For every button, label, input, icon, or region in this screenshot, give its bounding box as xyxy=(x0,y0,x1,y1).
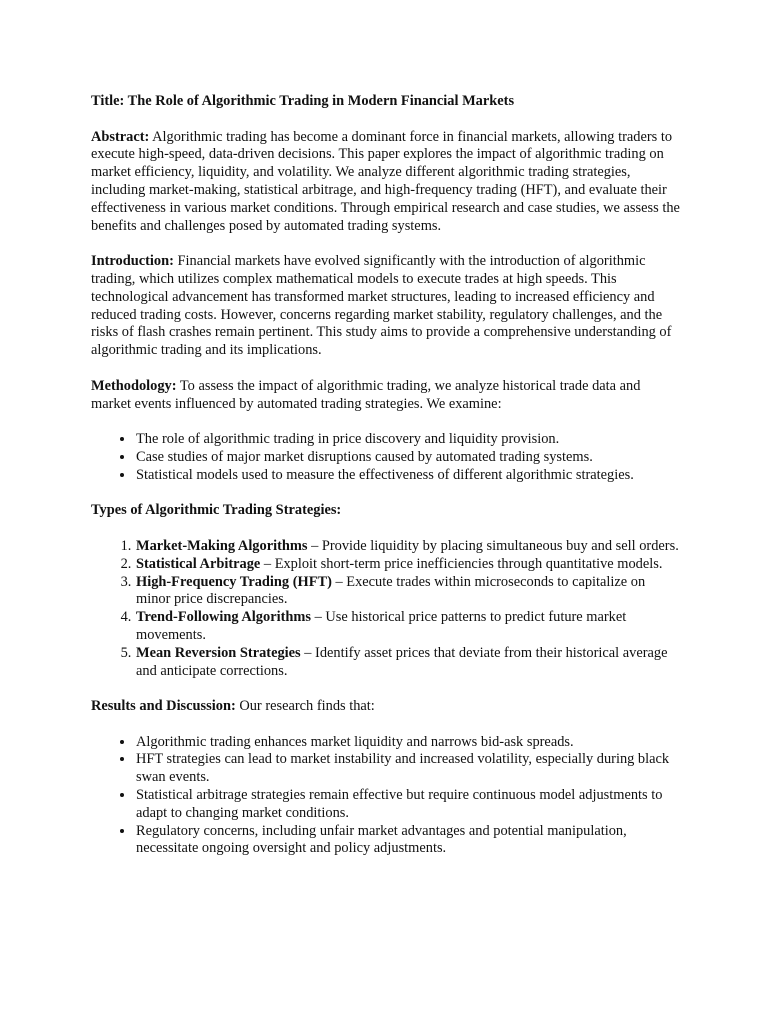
list-item: • HFT strategies can lead to market instability and increased volatility, especially during black swan events. xyxy=(135,751,681,787)
strategy-name: Trend-Following Algorithms xyxy=(136,609,311,626)
abstract-paragraph xyxy=(91,129,681,236)
abstract-label: Abstract: xyxy=(91,128,150,145)
list-item: • Algorithmic trading enhances market liquidity and narrows bid-ask spreads. xyxy=(135,734,681,752)
results-paragraph xyxy=(91,698,681,716)
strategy-name: Mean Reversion Strategies xyxy=(136,644,301,661)
strategies-list xyxy=(91,538,681,680)
list-item xyxy=(135,538,681,556)
list-item xyxy=(135,609,681,645)
strategy-desc: – Provide liquidity by placing simultaneous buy and sell orders. xyxy=(307,537,679,554)
introduction-label: Introduction: xyxy=(91,253,174,270)
strategy-name: Statistical Arbitrage xyxy=(136,555,261,572)
methodology-text: To assess the impact of algorithmic trading, we analyze historical trade data and market events influenced by automated trading strategies. We examine: xyxy=(91,377,641,412)
abstract-text: Algorithmic trading has become a dominant force in financial markets, allowing traders to execute high-speed, data-driven decisions. This paper explores the impact of algorithmic trading on market efficiency, liquidity, and volatility. We analyze different algorithmic trading strategies, including market-making, statistical arbitrage, and high-frequency trading (HFT), and evaluate their effectiveness in various market conditions. Through empirical research and case studies, we assess the benefits and challenges posed by automated trading systems. xyxy=(91,128,680,234)
introduction-paragraph xyxy=(91,253,681,360)
strategies-heading: Types of Algorithmic Trading Strategies: xyxy=(91,502,342,519)
list-item: • Regulatory concerns, including unfair market advantages and potential manipulation, necessitate ongoing oversight and policy adjustments. xyxy=(135,823,681,859)
methodology-list xyxy=(91,431,681,484)
list-item xyxy=(135,574,681,610)
methodology-label: Methodology: xyxy=(91,377,177,394)
strategy-desc: – Identify asset prices that deviate from their historical average and anticipate corrections. xyxy=(136,644,668,679)
methodology-paragraph xyxy=(91,378,681,414)
strategy-name: High-Frequency Trading (HFT) xyxy=(136,573,332,590)
introduction-text: Financial markets have evolved significantly with the introduction of algorithmic trading, which utilizes complex mathematical models to execute trades at high speeds. This technological advancement has transformed market structures, leading to increased efficiency and reduced trading costs. However, concerns regarding market stability, regulatory challenges, and the risks of flash crashes remain pertinent. This study aims to provide a comprehensive understanding of algorithmic trading and its implications. xyxy=(91,253,672,359)
list-item xyxy=(135,645,681,681)
list-item: • Statistical models used to measure the effectiveness of different algorithmic strategies. xyxy=(135,467,681,485)
results-list xyxy=(91,734,681,859)
list-item: • Case studies of major market disruptions caused by automated trading systems. xyxy=(135,449,681,467)
strategy-desc: – Use historical price patterns to predict future market movements. xyxy=(136,609,627,643)
document-title: Title: The Role of Algorithmic Trading in Modern Financial Markets xyxy=(91,93,515,109)
results-text: Our research finds that: xyxy=(235,698,375,715)
results-label: Results and Discussion: xyxy=(91,698,236,715)
strategy-name: Market-Making Algorithms xyxy=(136,537,308,554)
strategy-desc: – Execute trades within microseconds to capitalize on minor price discrepancies. xyxy=(136,573,646,608)
document-page xyxy=(91,93,681,876)
list-item: • The role of algorithmic trading in price discovery and liquidity provision. xyxy=(135,431,681,449)
strategy-desc: – Exploit short-term price inefficiencies through quantitative models. xyxy=(260,555,663,572)
list-item: • Statistical arbitrage strategies remain effective but require continuous model adjustments to adapt to changing market conditions. xyxy=(135,787,681,823)
list-item xyxy=(135,556,681,574)
